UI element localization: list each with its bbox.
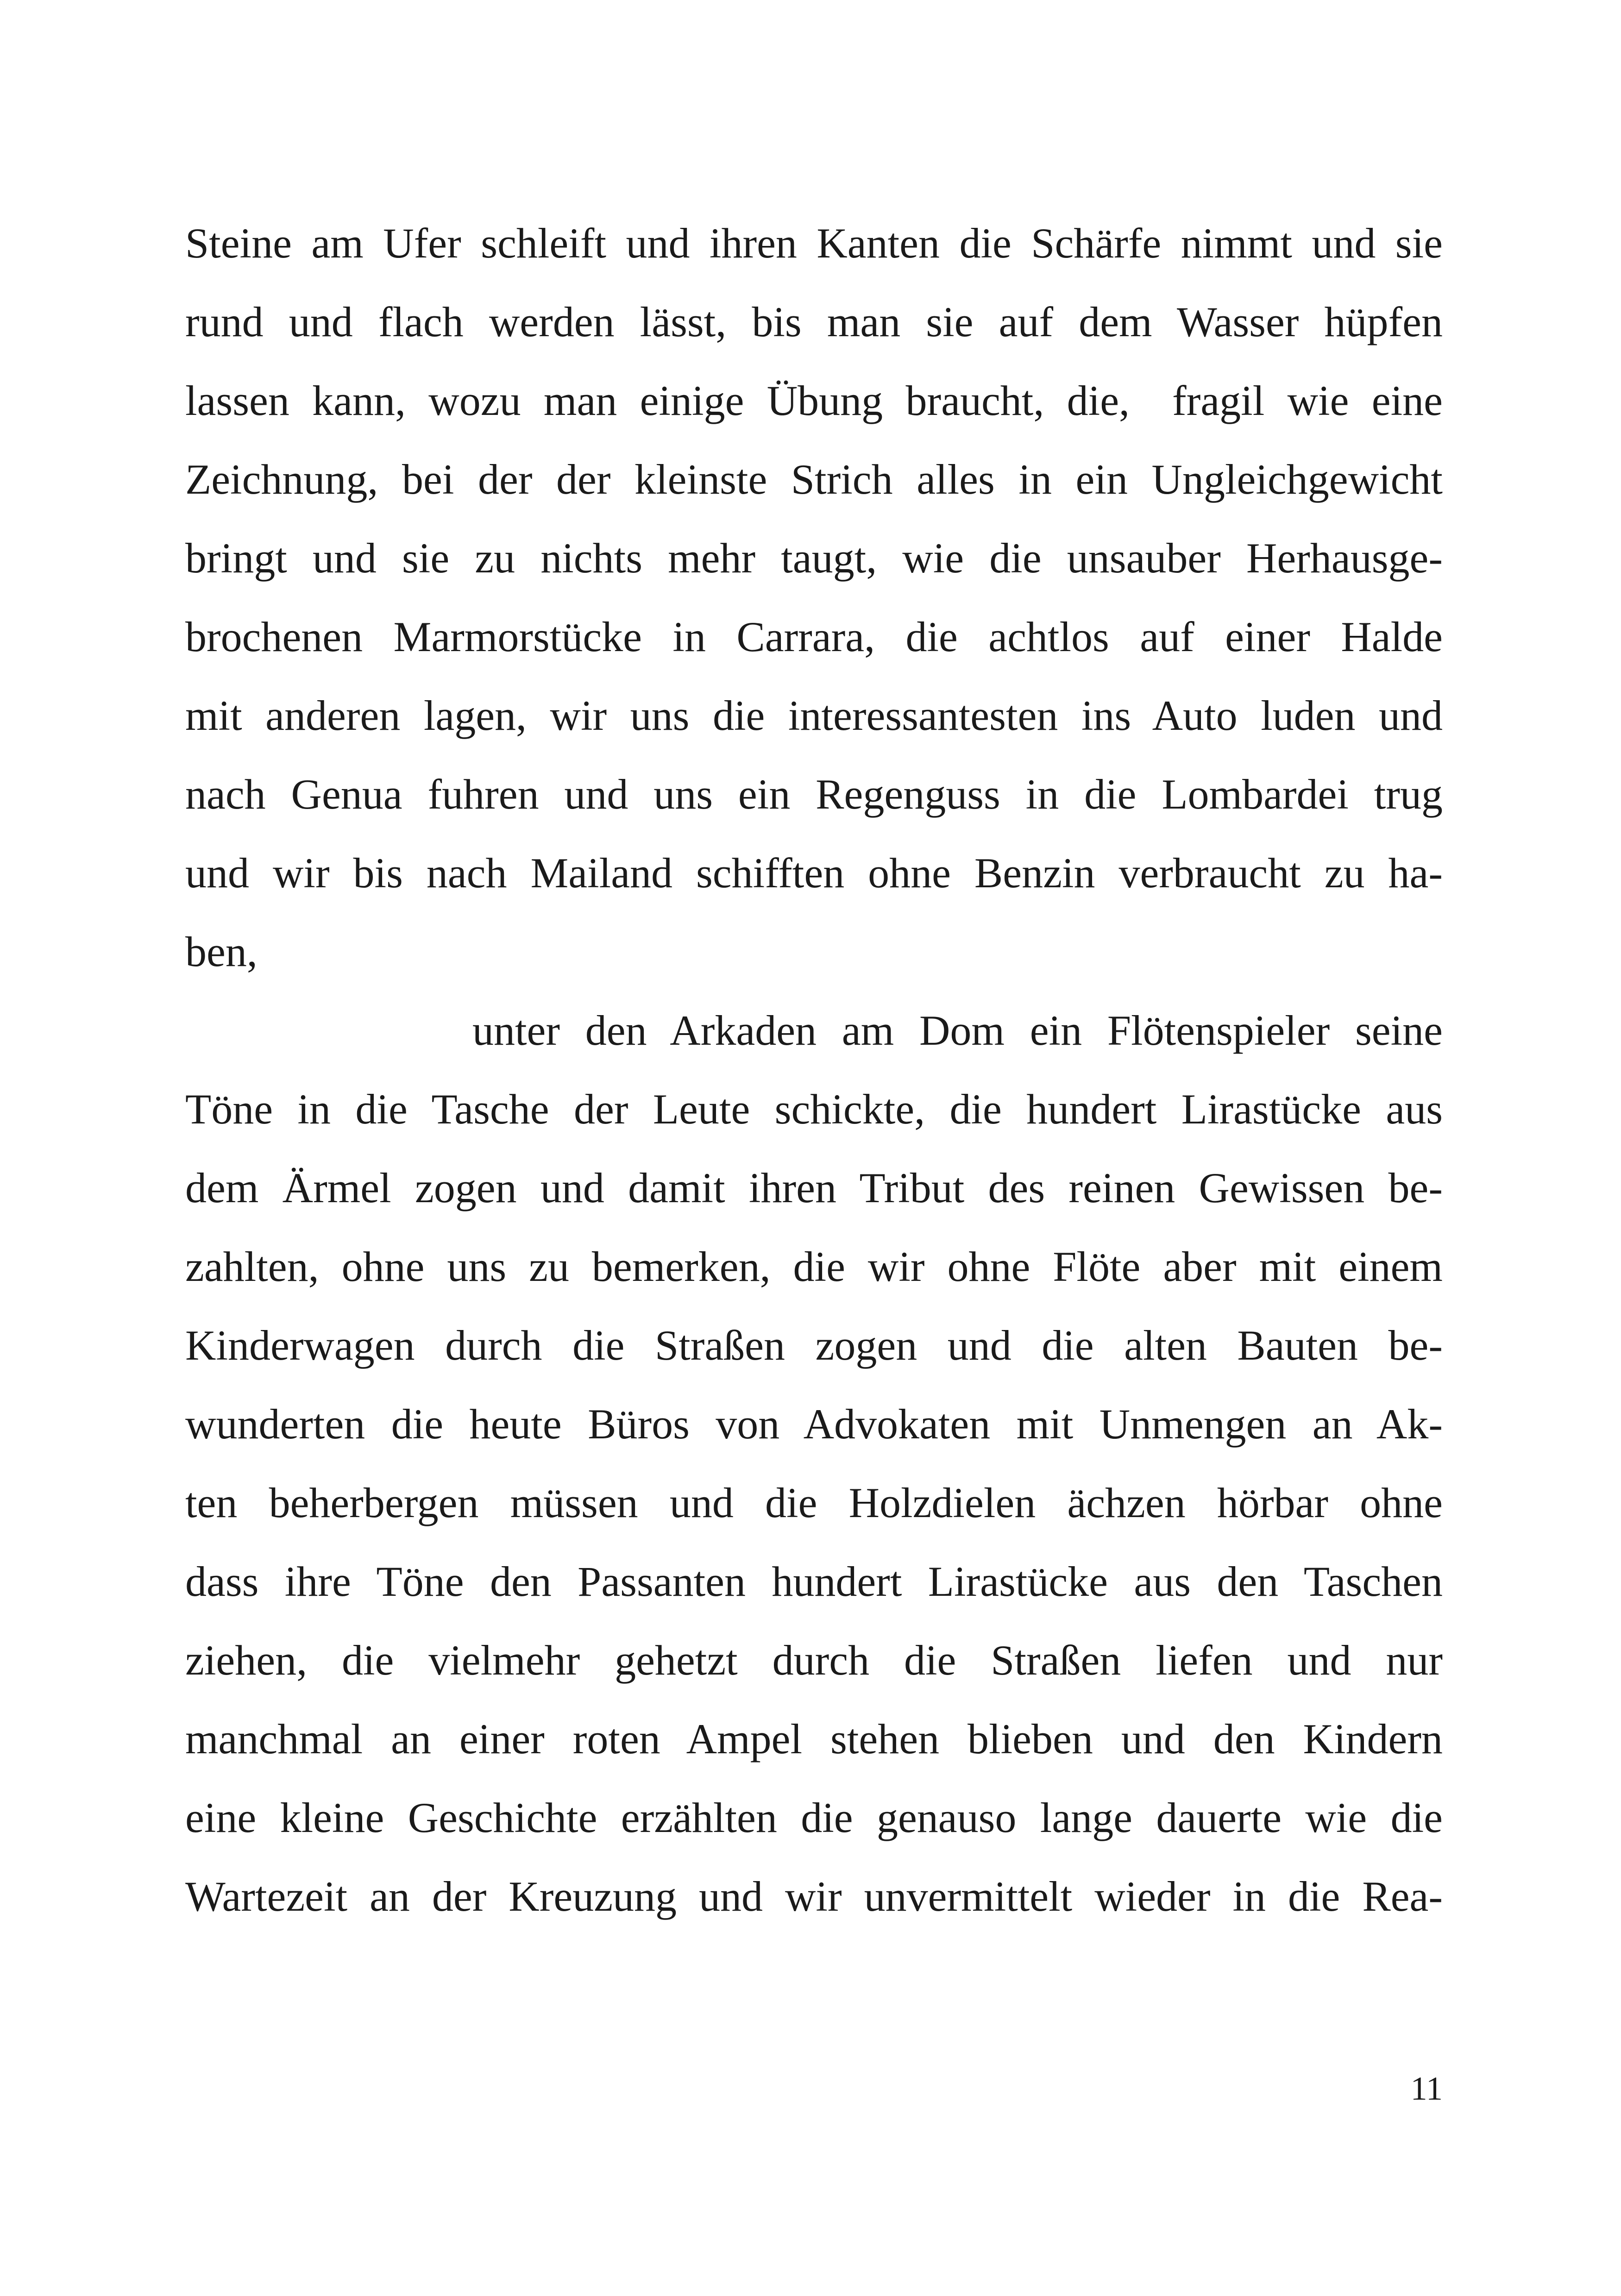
text-line: nach Genua fuhren und uns ein Regenguss in die Lombardei trug [185,771,1443,818]
text-line: dass ihre Töne den Passanten hundert Lirastücke aus den Taschen [185,1558,1443,1605]
text-line: Töne in die Tasche der Leute schickte, die hundert Lirastücke aus [185,1085,1443,1133]
text-line: eine kleine Geschichte erzählten die genauso lange dauerte wie die [185,1794,1443,1841]
text-line: und wir bis nach Mailand schifften ohne Benzin verbraucht zu ha- [185,849,1443,897]
text-line: Wartezeit an der Kreuzung und wir unvermittelt wieder in die Rea- [185,1873,1443,1920]
text-line: Steine am Ufer schleift und ihren Kanten die Schärfe nimmt und sie [185,220,1443,267]
page-number: 11 [1410,2070,1443,2107]
text-line: Zeichnung, bei der der kleinste Strich alles in ein Ungleichgewicht [185,456,1443,503]
text-line: lassen kann, wozu man einige Übung braucht, die, fragil wie eine [185,377,1443,424]
body-text [185,204,1443,1936]
text-line: bringt und sie zu nichts mehr taugt, wie die unsauber Herhausge- [185,534,1443,582]
text-line: mit anderen lagen, wir uns die interessantesten ins Auto luden und [185,692,1443,739]
text-line: manchmal an einer roten Ampel stehen blieben und den Kindern [185,1715,1443,1763]
text-line: Kinderwagen durch die Straßen zogen und die alten Bauten be- [185,1322,1443,1369]
text-line: rund und flach werden lässt, bis man sie auf dem Wasser hüpfen [185,298,1443,345]
text-line: brochenen Marmorstücke in Carrara, die achtlos auf einer Halde [185,613,1443,660]
text-line: ben, [185,928,258,975]
text-line: ziehen, die vielmehr gehetzt durch die Straßen liefen und nur [185,1637,1443,1684]
text-line: dem Ärmel zogen und damit ihren Tribut des reinen Gewissen be- [185,1164,1443,1211]
text-line-indented: unter den Arkaden am Dom ein Flötenspieler seine [472,1007,1443,1054]
text-line: zahlten, ohne uns zu bemerken, die wir ohne Flöte aber mit einem [185,1243,1443,1290]
text-line: ten beherbergen müssen und die Holzdielen ächzen hörbar ohne [185,1479,1443,1526]
text-line: wunderten die heute Büros von Advokaten mit Unmengen an Ak- [185,1400,1443,1448]
